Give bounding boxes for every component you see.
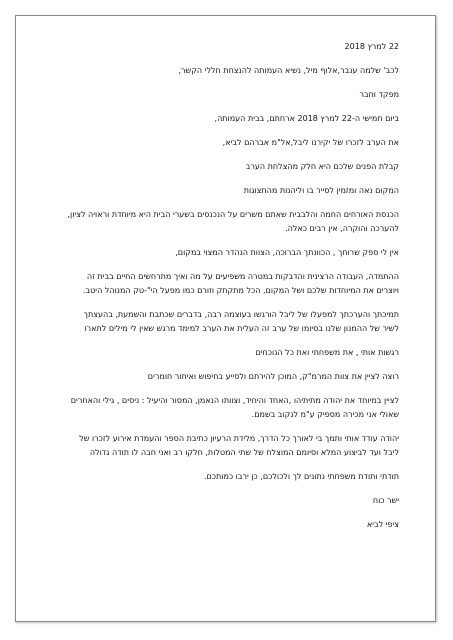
paragraph-5: תמיכתך והערכתך למפעלו של ליבל הורגשו בעוצמה רבה, בדברים שכתבת והשמעת, בהעצתך לשיר של ההמנון שלנו בסיומו של ערב זה העלית את הערב למימד מרגש שאין לי מילים לתארו: [83, 310, 399, 333]
paragraph-2: הכנסת האורחים החמה והלבבית שאתם משרים על הנכנסים בשערי הבית היא מיוחדת וראויה לציון, להערכה והוקרה, אין רבים כאלה.: [67, 210, 399, 233]
paragraph-1-line-4: המקום נאה ומזמין לסייר בו וליהנות מהתצוגות: [243, 186, 399, 195]
letter-body: [66, 40, 399, 542]
letter-signature: ציפי לביא: [366, 520, 399, 529]
letter-salutation-2: מפקד וחבר: [359, 90, 399, 99]
paragraph-8: לציין במיוחד את יהודה מתיתיהו ,האחד והיחיד, וצוותו הנאמן, המסור והיעיל : ניסים , גילי והאחרים שאולי אני מכירה מספיק ע"מ לנקוב בשמם.: [70, 396, 399, 419]
letter-page: [15, 15, 436, 622]
paragraph-1-line-3: קבלת הפנים שלכם היא חלק מהצלחת הערב: [245, 162, 399, 171]
paragraph-9: יהודה עודד אותי ותמך בי לאורך כל הדרך, מלידת הרעיון כתיבת הספר והעמדת אירוע לזכרו של ליבל ועד לביצוע המלא וסיומם המוצלח של שתי המטלות, חלקו רב ואני חבה לו תודה גדולה: [79, 434, 399, 457]
paragraph-3: אין לי ספק שרוחך , הכוונתך הברוכה, הצוות הנהדר המצוי במקום,: [175, 248, 399, 257]
paragraph-1-line-2: את הערב לזכרו של יקירנו ליבל,אל"מ אברהם לביא,: [222, 138, 399, 147]
paragraph-6: רגשות אותי , את משפחתי ואת כל הנוכחים: [255, 348, 399, 357]
letter-closing: ישר כוח: [372, 496, 399, 505]
letter-date: 22 למרץ 2018: [344, 42, 399, 51]
letter-salutation: לכב' שלמה ענבר,אלוף מיל, נשיא העמותה להנצחת חללי הקשר,: [178, 66, 399, 75]
paragraph-10: תודתי ותודת משפחתי נתונים לך ולכולכם, כן ירבו כמותכם.: [203, 472, 399, 481]
paragraph-4: ההתמדה, העבודה הרצינית והדבקות במטרה משפיעים על מה ואיך מתרחשים החיים בבית זה ויוצרים את המיוחדות שלכם ושל המקום, הכל מתקתק וזורם כמו מפעל הי"-טק המנוהל היטב.: [82, 272, 399, 295]
paragraph-1-line-1: ביום חמישי ה-22 למרץ 2018 ארחתם, בבית העמותה,: [214, 114, 399, 123]
paragraph-7: רוצה לציין את צוות המרמ"ק, המוכן להירתם ולסייע בחיפוש ואיתור חומרים: [147, 372, 399, 381]
